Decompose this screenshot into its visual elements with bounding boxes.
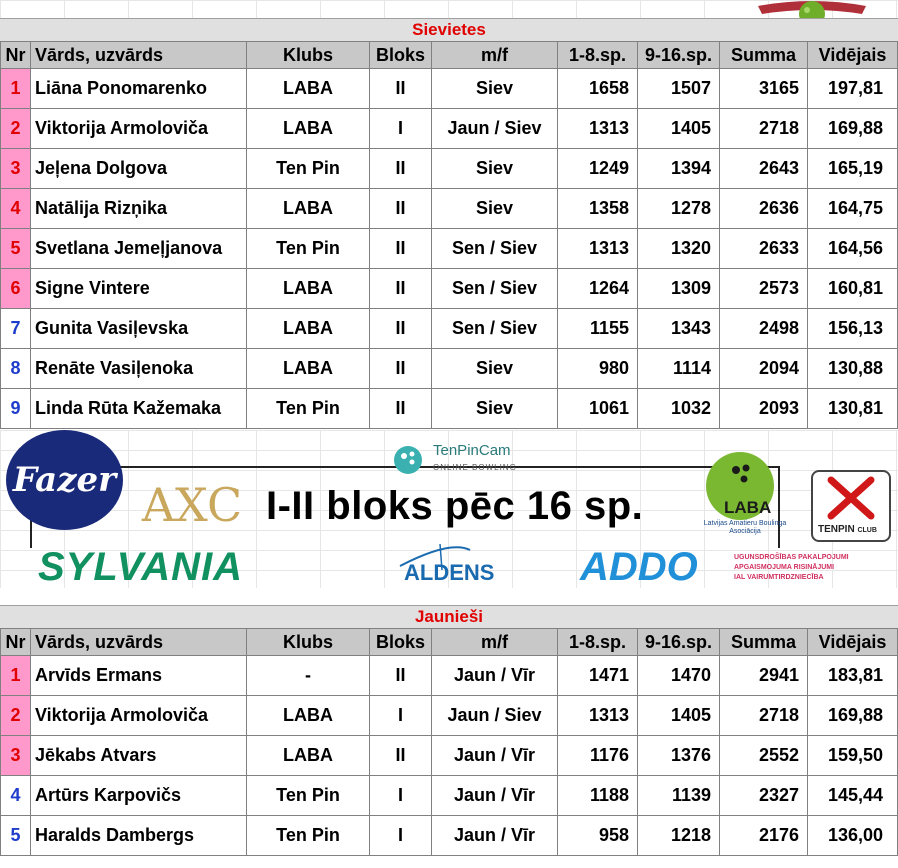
row-games-9-16: 1114: [638, 349, 720, 389]
row-rank: 7: [1, 309, 31, 349]
row-name: Viktorija Armoloviča: [31, 109, 247, 149]
row-average: 145,44: [808, 776, 898, 816]
table-row: [1, 229, 898, 269]
row-name: Viktorija Armoloviča: [31, 696, 247, 736]
header-games-9-16: 9-16.sp.: [638, 42, 720, 69]
row-games-9-16: 1507: [638, 69, 720, 109]
addo-subtitle: [734, 553, 884, 583]
laba-subtitle: Latvijas Amatieru Boulinga Asociācija: [703, 520, 787, 535]
table-row: [1, 696, 898, 736]
row-rank: 4: [1, 776, 31, 816]
row-club: LABA: [247, 109, 370, 149]
row-games-1-8: 1264: [558, 269, 638, 309]
row-rank: 2: [1, 109, 31, 149]
row-block: II: [370, 656, 432, 696]
row-games-1-8: 1061: [558, 389, 638, 429]
row-club: Ten Pin: [247, 389, 370, 429]
row-block: II: [370, 389, 432, 429]
row-mf: Siev: [432, 69, 558, 109]
row-average: 164,56: [808, 229, 898, 269]
row-name: Artūrs Karpovičs: [31, 776, 247, 816]
row-average: 160,81: [808, 269, 898, 309]
row-sum: 2718: [720, 109, 808, 149]
row-games-9-16: 1032: [638, 389, 720, 429]
row-average: 159,50: [808, 736, 898, 776]
row-games-1-8: 958: [558, 816, 638, 856]
row-games-9-16: 1218: [638, 816, 720, 856]
laba-label: LABA: [724, 498, 772, 517]
row-rank: 4: [1, 189, 31, 229]
table-row: [1, 389, 898, 429]
row-block: I: [370, 109, 432, 149]
row-sum: 2573: [720, 269, 808, 309]
row-block: I: [370, 816, 432, 856]
row-block: II: [370, 309, 432, 349]
row-games-1-8: 1188: [558, 776, 638, 816]
row-games-9-16: 1405: [638, 109, 720, 149]
table-row: [1, 309, 898, 349]
row-mf: Jaun / Siev: [432, 696, 558, 736]
table-row: [1, 149, 898, 189]
row-rank: 2: [1, 696, 31, 736]
row-name: Liāna Ponomarenko: [31, 69, 247, 109]
aldens-label: ALDENS: [404, 560, 495, 585]
women-section-title: Sievietes: [0, 18, 898, 41]
row-club: LABA: [247, 696, 370, 736]
row-average: 169,88: [808, 109, 898, 149]
row-name: Signe Vintere: [31, 269, 247, 309]
row-sum: 2718: [720, 696, 808, 736]
table-row: [1, 776, 898, 816]
row-sum: 2941: [720, 656, 808, 696]
row-games-1-8: 980: [558, 349, 638, 389]
row-rank: 1: [1, 656, 31, 696]
row-club: LABA: [247, 349, 370, 389]
juniors-header-row: [1, 629, 898, 656]
row-name: Arvīds Ermans: [31, 656, 247, 696]
row-average: 156,13: [808, 309, 898, 349]
tenpin-sub-text: CLUB: [857, 527, 877, 534]
row-games-9-16: 1139: [638, 776, 720, 816]
row-club: LABA: [247, 309, 370, 349]
row-mf: Jaun / Vīr: [432, 816, 558, 856]
tenpincam-subtitle: ONLINE BOWLING: [433, 463, 517, 472]
row-sum: 2093: [720, 389, 808, 429]
row-name: Jeļena Dolgova: [31, 149, 247, 189]
row-block: II: [370, 149, 432, 189]
addo-sub-line-2: APGAISMOJUMA RISINĀJUMI: [734, 564, 835, 571]
row-rank: 5: [1, 229, 31, 269]
row-block: I: [370, 696, 432, 736]
table-row: [1, 269, 898, 309]
row-sum: 3165: [720, 69, 808, 109]
tenpin-label: [818, 524, 877, 535]
row-sum: 2636: [720, 189, 808, 229]
row-sum: 2094: [720, 349, 808, 389]
header-name: Vārds, uzvārds: [31, 42, 247, 69]
row-sum: 2327: [720, 776, 808, 816]
row-name: Linda Rūta Kažemaka: [31, 389, 247, 429]
row-club: Ten Pin: [247, 149, 370, 189]
header-games-1-8: 1-8.sp.: [558, 42, 638, 69]
table-row: [1, 736, 898, 776]
row-block: II: [370, 229, 432, 269]
banner-title: I-II bloks pēc 16 sp.: [266, 484, 644, 528]
row-mf: Siev: [432, 149, 558, 189]
header-name: Vārds, uzvārds: [31, 629, 247, 656]
header-nr: Nr: [1, 42, 31, 69]
tenpincam-icon: [390, 440, 430, 480]
row-mf: Siev: [432, 389, 558, 429]
row-mf: Sen / Siev: [432, 309, 558, 349]
row-games-9-16: 1309: [638, 269, 720, 309]
row-rank: 1: [1, 69, 31, 109]
row-name: Jēkabs Atvars: [31, 736, 247, 776]
row-block: II: [370, 736, 432, 776]
row-name: Natālija Rizņika: [31, 189, 247, 229]
juniors-section-title: Jaunieši: [0, 605, 898, 628]
row-rank: 8: [1, 349, 31, 389]
row-block: II: [370, 349, 432, 389]
sylvania-logo: SYLVANIA: [38, 545, 244, 589]
row-sum: 2176: [720, 816, 808, 856]
row-name: Svetlana Jemeļjanova: [31, 229, 247, 269]
header-block: Bloks: [370, 42, 432, 69]
row-mf: Siev: [432, 349, 558, 389]
row-games-1-8: 1313: [558, 229, 638, 269]
row-games-1-8: 1358: [558, 189, 638, 229]
row-average: 136,00: [808, 816, 898, 856]
header-average: Vidējais: [808, 629, 898, 656]
table-row: [1, 816, 898, 856]
table-row: [1, 109, 898, 149]
row-name: Haralds Dambergs: [31, 816, 247, 856]
row-sum: 2498: [720, 309, 808, 349]
header-block: Bloks: [370, 629, 432, 656]
row-name: Renāte Vasiļenoka: [31, 349, 247, 389]
header-mf: m/f: [432, 42, 558, 69]
row-club: Ten Pin: [247, 776, 370, 816]
row-block: II: [370, 269, 432, 309]
row-games-1-8: 1176: [558, 736, 638, 776]
header-club: Klubs: [247, 42, 370, 69]
row-average: 165,19: [808, 149, 898, 189]
row-block: II: [370, 189, 432, 229]
row-games-1-8: 1313: [558, 696, 638, 736]
row-average: 183,81: [808, 656, 898, 696]
row-games-1-8: 1249: [558, 149, 638, 189]
header-games-1-8: 1-8.sp.: [558, 629, 638, 656]
table-row: [1, 189, 898, 229]
row-games-9-16: 1343: [638, 309, 720, 349]
row-club: LABA: [247, 189, 370, 229]
tenpincam-label: TenPinCam: [433, 442, 511, 459]
row-games-9-16: 1320: [638, 229, 720, 269]
row-average: 169,88: [808, 696, 898, 736]
header-club: Klubs: [247, 629, 370, 656]
tenpin-label-text: TENPIN: [818, 524, 855, 535]
row-club: LABA: [247, 269, 370, 309]
addo-sub-line-1: UGUNSDROŠĪBAS PAKALPOJUMI: [734, 554, 849, 561]
juniors-results-table: [0, 628, 898, 856]
header-average: Vidējais: [808, 42, 898, 69]
row-name: Gunita Vasiļevska: [31, 309, 247, 349]
row-mf: Jaun / Vīr: [432, 656, 558, 696]
addo-logo: ADDO: [580, 545, 698, 589]
row-games-1-8: 1658: [558, 69, 638, 109]
row-games-9-16: 1405: [638, 696, 720, 736]
row-mf: Jaun / Siev: [432, 109, 558, 149]
row-sum: 2633: [720, 229, 808, 269]
row-sum: 2643: [720, 149, 808, 189]
row-average: 164,75: [808, 189, 898, 229]
row-club: -: [247, 656, 370, 696]
row-block: II: [370, 69, 432, 109]
row-mf: Jaun / Vīr: [432, 776, 558, 816]
row-rank: 3: [1, 149, 31, 189]
row-games-9-16: 1278: [638, 189, 720, 229]
row-rank: 9: [1, 389, 31, 429]
header-sum: Summa: [720, 42, 808, 69]
addo-sub-line-3: IAL VAIRUMTIRDZNIECĪBA: [734, 574, 824, 581]
row-games-9-16: 1394: [638, 149, 720, 189]
row-mf: Sen / Siev: [432, 229, 558, 269]
table-row: [1, 349, 898, 389]
row-games-9-16: 1470: [638, 656, 720, 696]
row-club: Ten Pin: [247, 229, 370, 269]
header-games-9-16: 9-16.sp.: [638, 629, 720, 656]
row-rank: 3: [1, 736, 31, 776]
axc-logo: AXC: [141, 478, 243, 532]
row-club: Ten Pin: [247, 816, 370, 856]
row-mf: Siev: [432, 189, 558, 229]
fazer-logo: Fazer: [6, 430, 123, 530]
row-rank: 5: [1, 816, 31, 856]
header-sum: Summa: [720, 629, 808, 656]
table-row: [1, 69, 898, 109]
row-average: 197,81: [808, 69, 898, 109]
row-block: I: [370, 776, 432, 816]
row-games-9-16: 1376: [638, 736, 720, 776]
row-mf: Sen / Siev: [432, 269, 558, 309]
row-rank: 6: [1, 269, 31, 309]
row-games-1-8: 1313: [558, 109, 638, 149]
row-average: 130,88: [808, 349, 898, 389]
women-header-row: [1, 42, 898, 69]
row-games-1-8: 1155: [558, 309, 638, 349]
row-club: LABA: [247, 736, 370, 776]
header-nr: Nr: [1, 629, 31, 656]
header-mf: m/f: [432, 629, 558, 656]
table-row: [1, 656, 898, 696]
women-results-table: [0, 41, 898, 429]
row-mf: Jaun / Vīr: [432, 736, 558, 776]
row-games-1-8: 1471: [558, 656, 638, 696]
row-average: 130,81: [808, 389, 898, 429]
row-club: LABA: [247, 69, 370, 109]
row-sum: 2552: [720, 736, 808, 776]
